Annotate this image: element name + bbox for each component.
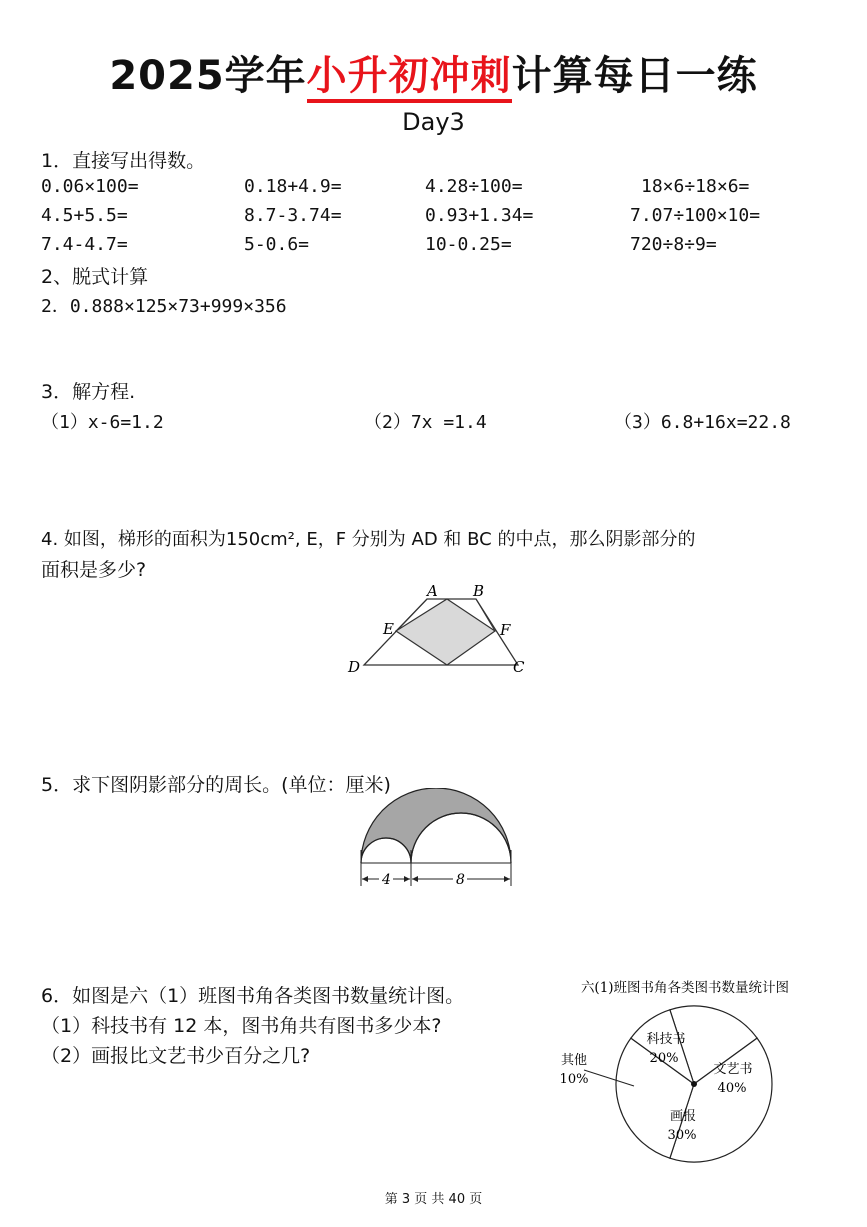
q1-r0-c3: 18×6÷18×6= [641,176,750,197]
q3-item-2: （2）7x =1.4 [364,412,487,433]
q6-sub1: （1）科技书有 12 本，图书角共有图书多少本? [41,1015,442,1037]
q4-text-line1: 4. 如图，梯形的面积为150cm², E，F 分别为 AD 和 BC 的中点，那么阴影部分的 [41,529,696,550]
label-a: A [427,582,438,600]
pie-chart [548,975,818,1170]
q2-expression: 2．0.888×125×73+999×356 [41,296,287,317]
label-d: D [348,658,361,676]
title-suffix: 计算每日一练 [511,53,758,99]
q1-heading: 1．直接写出得数。 [41,150,206,172]
page-footer: 第 3 页 共 40 页 [384,1192,483,1207]
trapezoid-figure [340,578,540,678]
q1-r0-c1: 0.18+4.9= [244,176,342,197]
slice-label-qita: 其他 [560,1053,588,1068]
chart-title: 六(1)班图书角各类图书数量统计图 [580,980,790,996]
q3-item-3: （3）6.8+16x=22.8 [614,412,791,433]
pie-center [691,1081,697,1087]
q2-heading: 2、脱式计算 [41,266,149,288]
title-highlight: 小升初冲刺 [307,53,512,103]
label-b: B [473,582,485,600]
label-e: E [383,620,394,638]
arrow-small-right [404,876,410,882]
arrow-small-left [362,876,368,882]
q1-r0-c2: 4.28÷100= [425,176,523,197]
q1-r2-c0: 7.4-4.7= [41,234,128,255]
q1-r2-c1: 5-0.6= [244,234,310,255]
slice-value-wenyi: 40% [717,1081,747,1096]
shaded-rhombus [396,599,495,665]
q1-r1-c3: 7.07÷100×10= [630,205,761,226]
q6-sub2: （2）画报比文艺书少百分之几? [41,1045,311,1067]
label-c: C [513,658,525,676]
page-subtitle: Day3 [402,108,465,136]
arrow-large-right [504,876,510,882]
q1-r2-c2: 10-0.25= [425,234,512,255]
q1-r2-c3: 720÷8÷9= [630,234,717,255]
q1-r1-c1: 8.7-3.74= [244,205,342,226]
q1-r1-c2: 0.93+1.34= [425,205,534,226]
title-prefix: 2025学年 [109,53,307,99]
q1-r1-c0: 4.5+5.5= [41,205,128,226]
shaded-region [361,788,511,863]
dim-label-small: 4 [382,872,391,888]
q5-heading: 5．求下图阴影部分的周长。(单位：厘米) [41,774,391,796]
page-title [0,44,867,101]
semicircle-figure [352,788,520,890]
q4-text-line2: 面积是多少? [41,559,147,581]
label-f: F [500,621,511,639]
slice-value-keji: 20% [649,1051,679,1066]
slice-label-huabao: 画报 [669,1109,697,1124]
arrow-large-left [412,876,418,882]
q1-r0-c0: 0.06×100= [41,176,139,197]
slice-label-keji: 科技书 [646,1032,686,1047]
slice-value-huabao: 30% [667,1128,697,1143]
slice-label-wenyi: 文艺书 [713,1062,753,1077]
dim-label-large: 8 [456,872,465,888]
slice-value-qita: 10% [559,1072,589,1087]
q3-item-1: （1）x-6=1.2 [41,412,164,433]
q6-heading: 6．如图是六（1）班图书角各类图书数量统计图。 [41,985,465,1007]
q3-heading: 3．解方程. [41,381,136,403]
